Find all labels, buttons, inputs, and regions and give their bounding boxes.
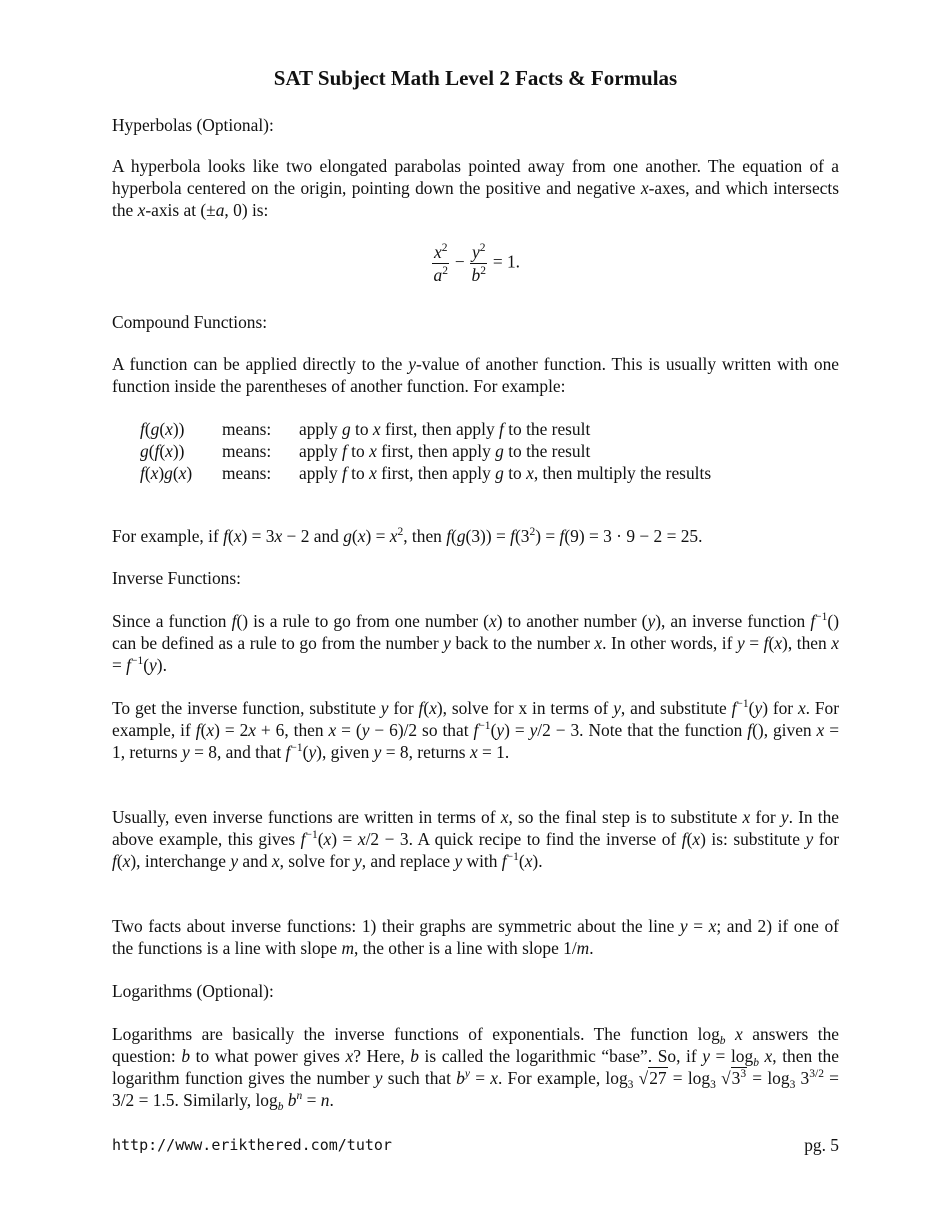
logarithms-paragraph: Logarithms are basically the inverse functions of exponentials. The function $\log_b x$ answers the question: b to what power gives x? Here, b is called the logarithmic “base”. So, if $y = \log_b x$, then the logarithm function gives the number y such that $b^y = x$. For example, $\log_3 √27 = \log_3 √3^3 = \log_3 3^{3/2} = 3/2 = 1.5$. Similarly, $\log_b b^n = n$.	[112, 1024, 839, 1113]
inverse-paragraph-3: Usually, even inverse functions are written in terms of x, so the final step is to substitute x for y. In the above example, this gives $f^{-1}(x) = x/2 - 3$. A quick recipe to find the inverse of f(x) is: substitute y for f(x), interchange y and x, solve for y, and replace y with $f^{-1}(x)$.	[112, 807, 840, 871]
page-title: SAT Subject Math Level 2 Facts & Formulas	[273, 66, 678, 90]
desc-cell: apply f to x first, then apply g to the result	[299, 441, 591, 461]
compound-example: For example, if f(x) = 3x − 2 and $g(x) = x^2$, then $f(g(3)) = f(3^2) = f(9) = 3 \cdot 9 - 2 = 25$.	[112, 526, 703, 546]
inverse-heading: Inverse Functions:	[112, 568, 241, 588]
means-cell: means:	[222, 441, 272, 461]
compound-examples-table	[140, 418, 711, 484]
inverse-paragraph-1: Since a function f() is a rule to go from one number (x) to another number (y), an inverse function $f^{-1}()$ can be defined as a rule to go from the number y back to the number x. In other words, if y = f(x), then $x = f^{-1}(y)$.	[112, 611, 839, 675]
hyperbola-heading: Hyperbolas (Optional):	[112, 115, 274, 135]
expr-cell: f(x)g(x)	[140, 463, 193, 483]
desc-cell: apply f to x first, then apply g to x, then multiply the results	[299, 463, 712, 483]
footer-url-link[interactable]: http://www.erikthered.com/tutor	[112, 1136, 392, 1154]
page-number: pg. 5	[804, 1135, 839, 1155]
expr-cell: g(f(x))	[140, 441, 185, 461]
table-row	[140, 462, 711, 484]
expr-cell: f(g(x))	[140, 419, 185, 439]
desc-cell: apply g to x first, then apply f to the result	[299, 419, 591, 439]
means-cell: means:	[222, 463, 272, 483]
compound-heading: Compound Functions:	[112, 312, 268, 332]
means-cell: means:	[222, 419, 272, 439]
inverse-paragraph-4: Two facts about inverse functions: 1) their graphs are symmetric about the line y = x; and 2) if one of the functions is a line with slope m, the other is a line with slope 1/m.	[112, 916, 839, 958]
page	[112, 0, 839, 1230]
compound-intro: A function can be applied directly to the y-value of another function. This is usually written with one function inside the parentheses of another function. For example:	[112, 354, 839, 396]
inverse-paragraph-2: To get the inverse function, substitute y for f(x), solve for x in terms of y, and substitute $f^{-1}(y)$ for x. For example, if f(x) = 2x + 6, then x = (y − 6)/2 so that $f^{-1}(y) = y/2 - 3$. Note that the function f(), given x = 1, returns y = 8, and that $f^{-1}(y)$, given y = 8, returns x = 1.	[112, 698, 840, 762]
table-row	[140, 440, 711, 462]
hyperbola-equation: $\frac{x^2}{a^2}$ − $\frac{y^2}{b^2}$ = 1.	[433, 242, 521, 285]
logarithms-heading: Logarithms (Optional):	[112, 981, 274, 1001]
hyperbola-paragraph: A hyperbola looks like two elongated parabolas pointed away from one another. The equation of a hyperbola centered on the origin, pointing down the positive and negative x-axes, and which intersects the x-axis at (±a, 0) is:	[112, 156, 839, 220]
table-row	[140, 418, 711, 440]
